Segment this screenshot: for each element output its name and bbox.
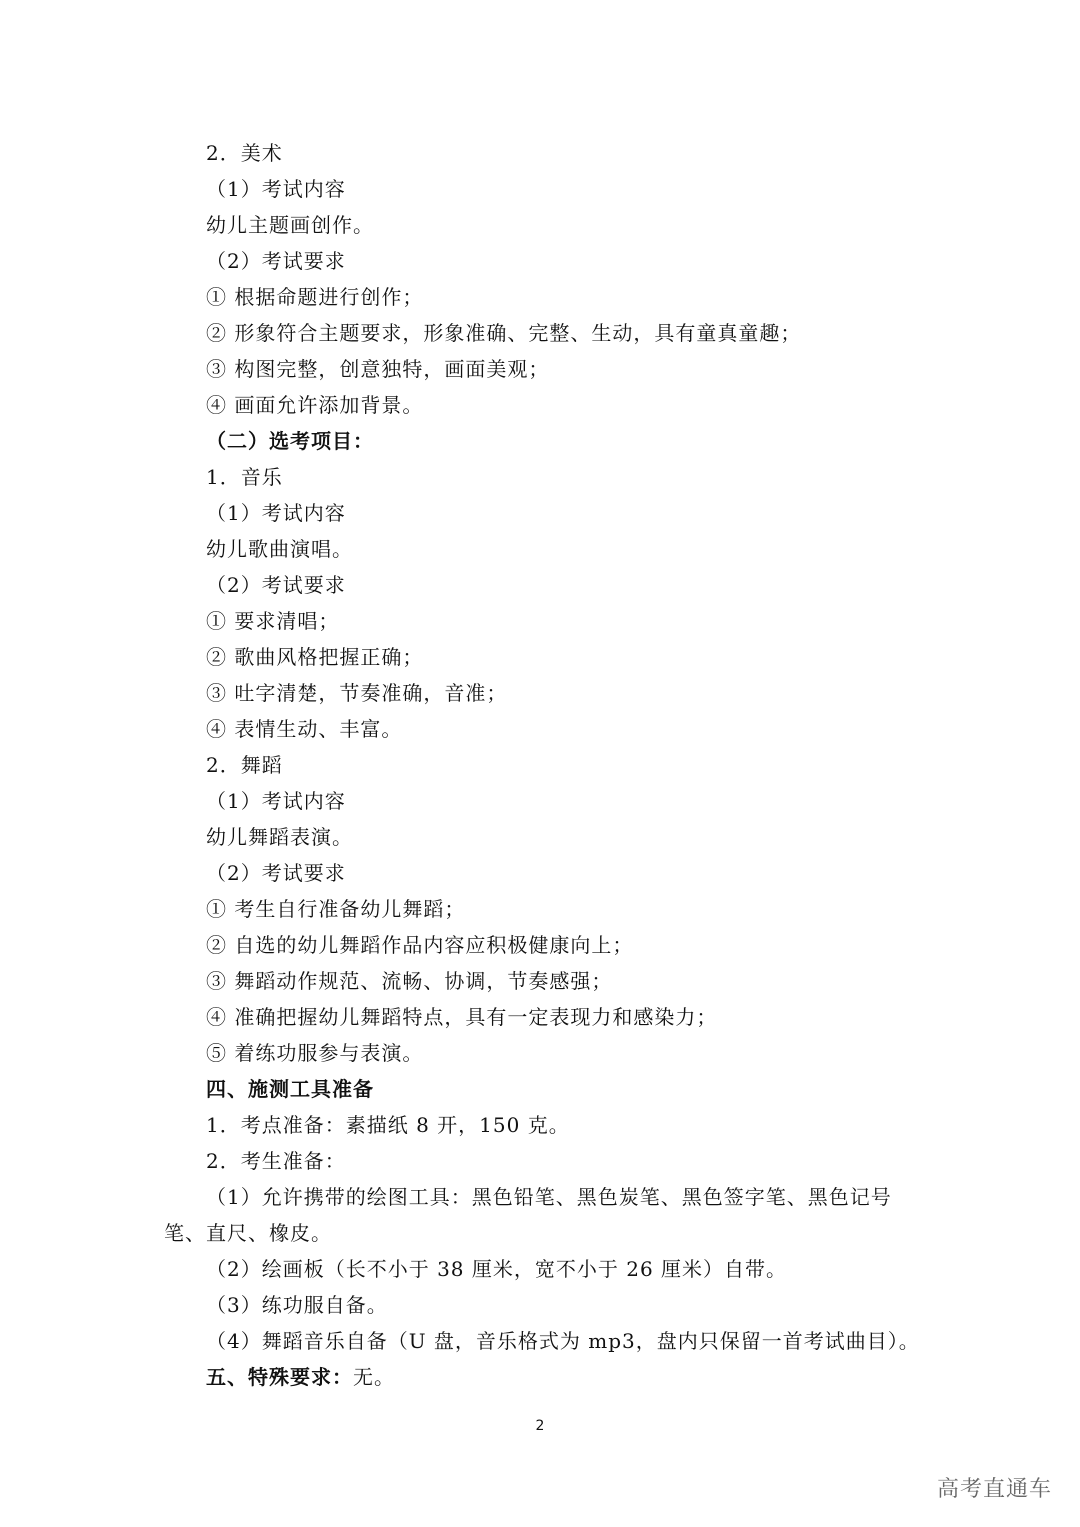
dance-content-text: 幼儿舞蹈表演。 [206, 825, 353, 849]
tools-section-heading: 四、施测工具准备 [206, 1077, 374, 1101]
music-content-label: （1）考试内容 [206, 501, 346, 525]
venue-preparation: 1．考点准备：素描纸 8 开，150 克。 [206, 1113, 570, 1137]
section-dance-heading: 2．舞蹈 [206, 753, 283, 777]
music-requirement-1: ① 要求清唱； [206, 609, 340, 633]
special-requirements-label: 五、特殊要求： [206, 1365, 353, 1389]
dance-content-label: （1）考试内容 [206, 789, 346, 813]
music-requirement-2: ② 歌曲风格把握正确； [206, 645, 424, 669]
elective-items-heading: （二）选考项目： [206, 429, 374, 453]
music-requirements-label: （2）考试要求 [206, 573, 346, 597]
dance-requirement-1: ① 考生自行准备幼儿舞蹈； [206, 897, 466, 921]
dance-requirement-2: ② 自选的幼儿舞蹈作品内容应积极健康向上； [206, 933, 634, 957]
candidate-preparation-label: 2．考生准备： [206, 1149, 346, 1173]
drawing-board-item: （2）绘画板（长不小于 38 厘米，宽不小于 26 厘米）自带。 [206, 1257, 788, 1281]
art-requirement-1: ① 根据命题进行创作； [206, 285, 424, 309]
art-content-label: （1）考试内容 [206, 177, 346, 201]
special-requirements-value: 无。 [353, 1365, 395, 1389]
page-number: 2 [535, 1418, 545, 1434]
dance-requirement-4: ④ 准确把握幼儿舞蹈特点，具有一定表现力和感染力； [206, 1005, 718, 1029]
dance-requirements-label: （2）考试要求 [206, 861, 346, 885]
art-requirement-2: ② 形象符合主题要求，形象准确、完整、生动，具有童真童趣； [206, 321, 802, 345]
watermark-text: 高考直通车 [936, 1477, 1052, 1502]
art-requirements-label: （2）考试要求 [206, 249, 346, 273]
music-content-text: 幼儿歌曲演唱。 [206, 537, 353, 561]
art-content-text: 幼儿主题画创作。 [206, 213, 374, 237]
dance-requirement-5: ⑤ 着练功服参与表演。 [206, 1041, 424, 1065]
dance-requirement-3: ③ 舞蹈动作规范、流畅、协调，节奏感强； [206, 969, 613, 993]
allowed-tools-line-2: 笔、直尺、橡皮。 [164, 1221, 332, 1245]
dance-music-item: （4）舞蹈音乐自备（U 盘，音乐格式为 mp3，盘内只保留一首考试曲目）。 [206, 1329, 920, 1353]
art-requirement-3: ③ 构图完整，创意独特，画面美观； [206, 357, 550, 381]
section-music-heading: 1．音乐 [206, 465, 283, 489]
allowed-tools-line-1: （1）允许携带的绘图工具：黑色铅笔、黑色炭笔、黑色签字笔、黑色记号 [206, 1185, 892, 1209]
art-requirement-4: ④ 画面允许添加背景。 [206, 393, 424, 417]
special-requirements [206, 1364, 395, 1390]
music-requirement-3: ③ 吐字清楚，节奏准确，音准； [206, 681, 508, 705]
section-art-heading: 2．美术 [206, 141, 283, 165]
music-requirement-4: ④ 表情生动、丰富。 [206, 717, 403, 741]
practice-clothes-item: （3）练功服自备。 [206, 1293, 388, 1317]
